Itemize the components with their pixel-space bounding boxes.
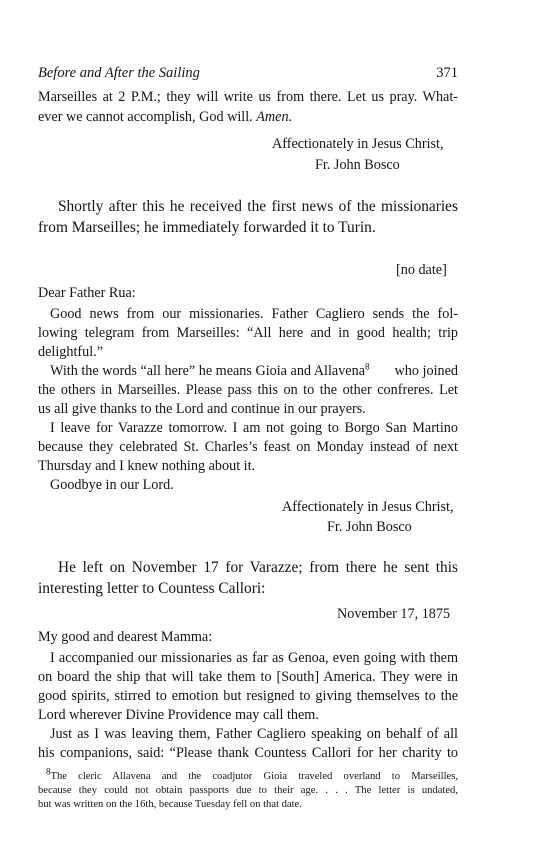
letter-line: the others in Marseilles. Please pass this on to the other confreres. Let xyxy=(38,382,458,398)
text-line: ever we cannot accomplish, God will. Amen. xyxy=(38,109,293,125)
letter-line: Goodbye in our Lord. xyxy=(50,477,174,493)
letter-line: I accompanied our missionaries as far as Genoa, even going with them xyxy=(50,650,458,666)
letter-line: Good news from our missionaries. Father Cagliero sends the fol- xyxy=(50,306,458,322)
footnote-line: but was written on the 16th, because Tuesday fell on that date. xyxy=(38,799,302,810)
letter-greeting: My good and dearest Mamma: xyxy=(38,629,213,645)
signature: Fr. John Bosco xyxy=(327,519,412,535)
text-line: Marseilles at 2 P.M.; they will write us from there. Let us pray. What- xyxy=(38,89,458,105)
footnote-marker: 8 xyxy=(46,766,51,777)
narrative-line: interesting letter to Countess Callori: xyxy=(38,580,266,597)
narrative-line: from Marseilles; he immediately forwarded it to Turin. xyxy=(38,219,376,236)
narrative-line: Shortly after this he received the first news of the missionaries xyxy=(58,198,458,215)
footnote-line: $^8$The cleric Allavena and the coadjutor Gioia traveled overland to Marseilles, xyxy=(46,766,458,782)
amen-word: Amen. xyxy=(256,109,293,125)
letter-greeting: Dear Father Rua: xyxy=(38,285,136,301)
letter-date: [no date] xyxy=(396,262,447,278)
letter-line: good spirits, stirred to emotion but resigned to giving themselves to the xyxy=(38,688,458,704)
letter-line: Just as I was leaving them, Father Cagliero speaking on behalf of all xyxy=(50,726,458,742)
footnote-line: because they could not obtain passports due to their age. . . . The letter is undated, xyxy=(38,785,458,796)
running-header xyxy=(38,65,458,85)
letter-line: on board the ship that will take them to [South] America. They were in xyxy=(38,669,458,685)
letter-line: With the words “all here” he means Gioia and Allavena$^8$ who joined xyxy=(50,361,458,379)
letter-line: I leave for Varazze tomorrow. I am not going to Borgo San Martino xyxy=(50,420,458,436)
letter-line: lowing telegram from Marseilles: “All here and in good health; trip xyxy=(38,325,458,341)
running-title: Before and After the Sailing xyxy=(38,65,200,81)
letter-line: Lord wherever Divine Providence may call them. xyxy=(38,707,319,723)
letter-line: Thursday and I knew nothing about it. xyxy=(38,458,256,474)
page-number: 371 xyxy=(436,65,458,81)
letter-date: November 17, 1875 xyxy=(337,606,451,622)
letter-line: because they celebrated St. Charles’s feast on Monday instead of next xyxy=(38,439,458,455)
narrative-line: He left on November 17 for Varazze; from there he sent this xyxy=(58,559,458,576)
letter-line: us all give thanks to the Lord and continue in our prayers. xyxy=(38,401,366,417)
letter-line: his companions, said: “Please thank Countess Callori for her charity to xyxy=(38,745,458,761)
closing-salutation: Affectionately in Jesus Christ, xyxy=(282,499,454,515)
footnote-reference: 8 xyxy=(365,361,370,372)
signature: Fr. John Bosco xyxy=(315,157,400,173)
closing-salutation: Affectionately in Jesus Christ, xyxy=(272,136,444,152)
letter-line: delightful.” xyxy=(38,344,104,360)
